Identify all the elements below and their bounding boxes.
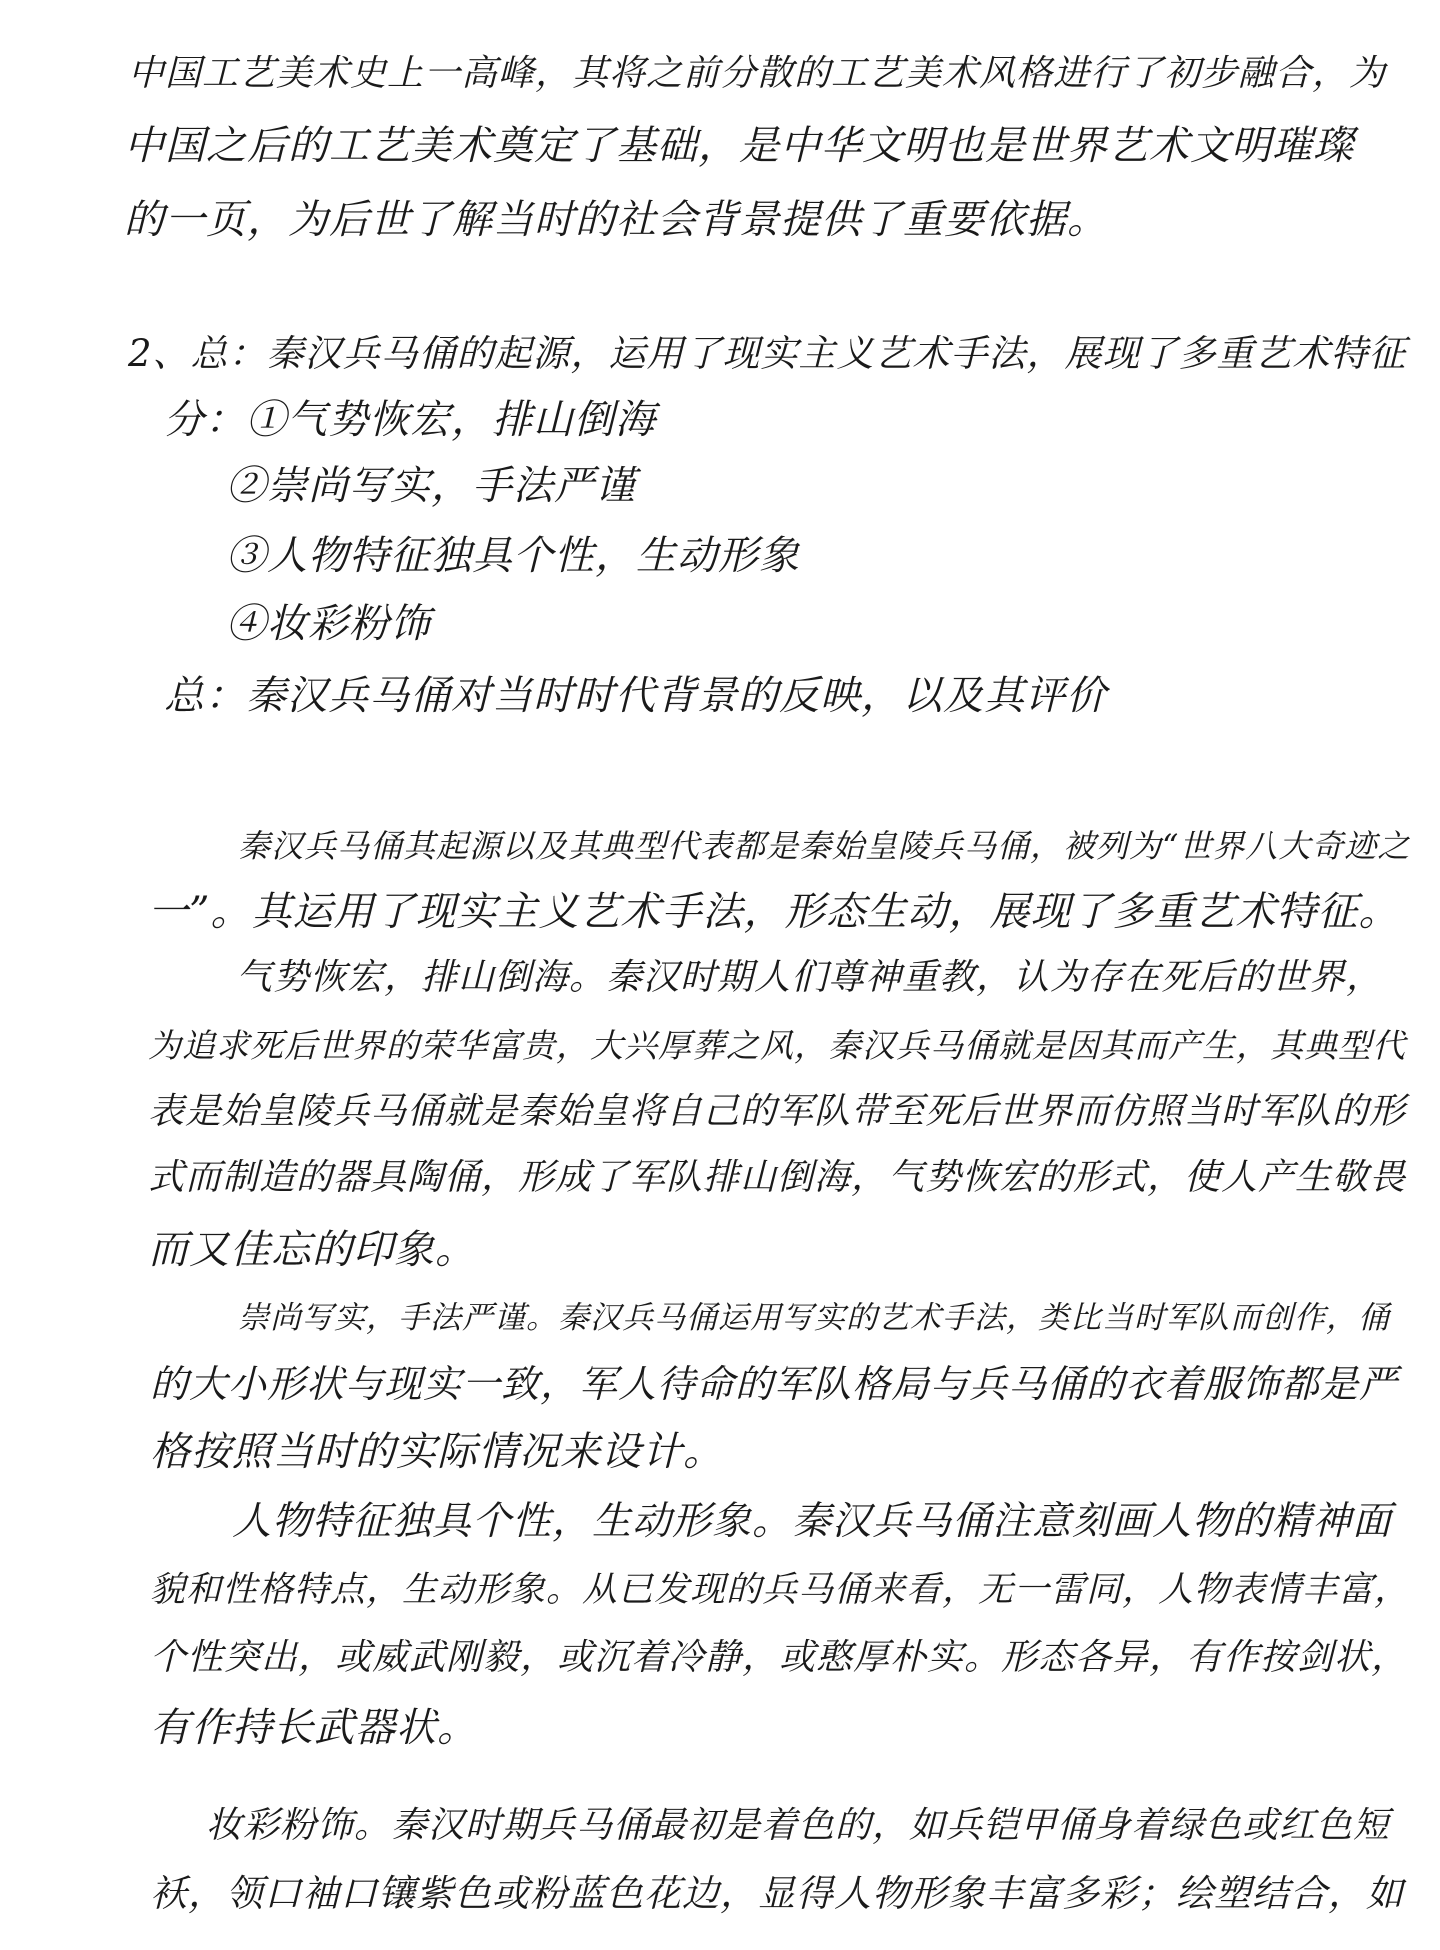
essay-line-6: 式而制造的器具陶俑，形成了军队排山倒海，气势恢宏的形式，使人产生敬畏 xyxy=(148,1157,1407,1198)
essay-line-13: 个性突出，或威武刚毅，或沉着冷静，或憨厚朴实。形态各异，有作按剑状， xyxy=(150,1637,1409,1678)
outline-sub-2: ②崇尚写实，手法严谨 xyxy=(226,463,636,509)
essay-line-8: 崇尚写实，手法严谨。秦汉兵马俑运用写实的艺术手法，类比当时军队而创作，俑 xyxy=(238,1300,1390,1336)
essay-line-14: 有作持长武器状。 xyxy=(150,1705,478,1751)
essay-line-9: 的大小形状与现实一致，军人待命的军队格局与兵马俑的衣着服饰都是严 xyxy=(150,1362,1399,1406)
intro-line-2: 中国之后的工艺美术奠定了基础，是中华文明也是世界艺术文明璀璨 xyxy=(124,123,1354,169)
intro-line-3: 的一页，为后世了解当时的社会背景提供了重要依据。 xyxy=(124,197,1108,243)
essay-line-10: 格按照当时的实际情况来设计。 xyxy=(150,1429,724,1475)
outline-heading: 2、总：秦汉兵马俑的起源，运用了现实主义艺术手法，展现了多重艺术特征 xyxy=(128,332,1407,375)
essay-line-16: 袄，领口袖口镶紫色或粉蓝色花边，显得人物形象丰富多彩；绘塑结合，如 xyxy=(150,1872,1404,1915)
essay-line-5: 表是始皇陵兵马俑就是秦始皇将自己的军队带至死后世界而仿照当时军队的形 xyxy=(148,1091,1407,1132)
outline-sub-4: ④妆彩粉饰 xyxy=(226,601,431,647)
outline-conclusion: 总：秦汉兵马俑对当时时代背景的反映，以及其评价 xyxy=(164,673,1107,719)
essay-line-11: 人物特征独具个性，生动形象。秦汉兵马俑注意刻画人物的精神面 xyxy=(232,1499,1393,1544)
essay-line-15: 妆彩粉饰。秦汉时期兵马俑最初是着色的，如兵铠甲俑身着绿色或红色短 xyxy=(206,1805,1391,1846)
outline-sub-3: ③人物特征独具个性，生动形象 xyxy=(226,533,800,579)
essay-line-12: 貌和性格特点，生动形象。从已发现的兵马俑来看，无一雷同，人物表情丰富， xyxy=(150,1570,1411,1610)
essay-line-1: 秦汉兵马俑其起源以及其典型代表都是秦始皇陵兵马俑，被列为“世界八大奇迹之 xyxy=(238,827,1411,865)
essay-line-3: 气势恢宏，排山倒海。秦汉时期人们尊神重教，认为存在死后的世界， xyxy=(236,957,1384,998)
essay-line-2: 一”。其运用了现实主义艺术手法，形态生动，展现了多重艺术特征。 xyxy=(148,889,1400,935)
essay-line-4: 为追求死后世界的荣华富贵，大兴厚葬之风，秦汉兵马俑就是因其而产生，其典型代 xyxy=(148,1026,1406,1065)
essay-line-7: 而又佳忘的印象。 xyxy=(148,1227,476,1273)
outline-sub-1: 分：①气势恢宏，排山倒海 xyxy=(164,397,656,443)
intro-line-1: 中国工艺美术史上一高峰，其将之前分散的工艺美术风格进行了初步融合，为 xyxy=(128,53,1387,94)
